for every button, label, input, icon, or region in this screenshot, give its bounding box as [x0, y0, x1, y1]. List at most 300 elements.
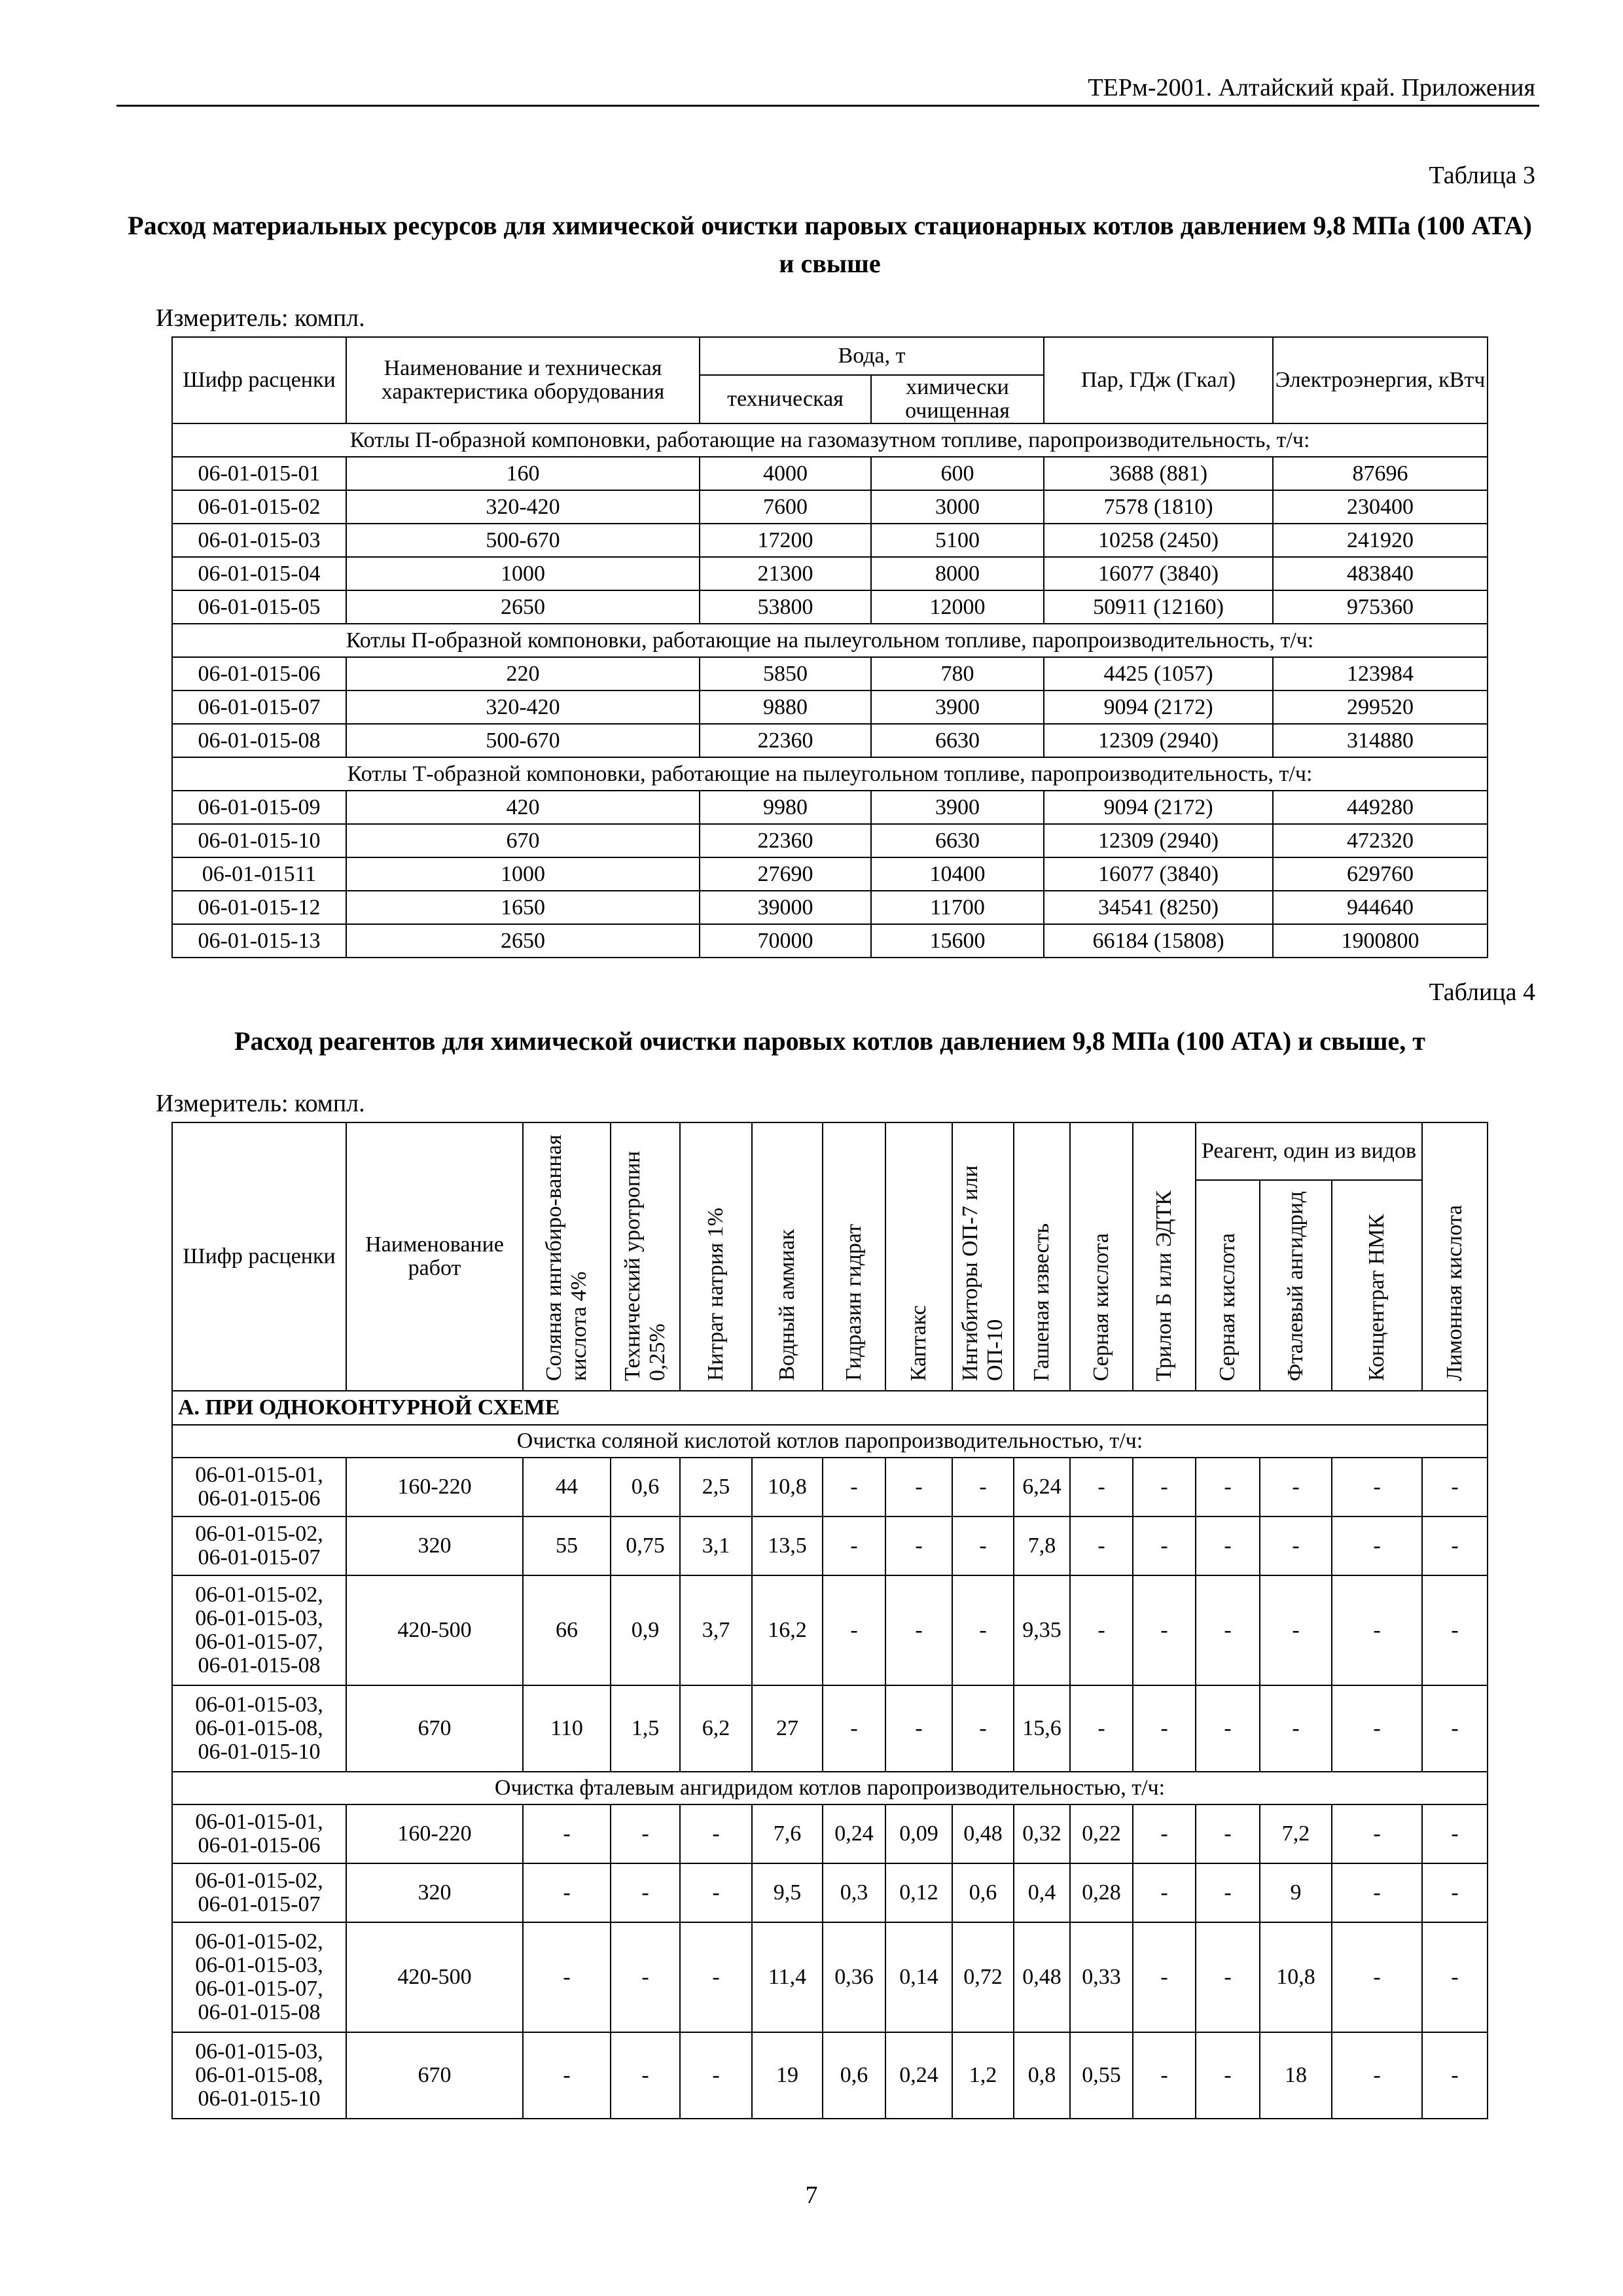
t4-value-cell: 0,32	[1014, 1804, 1070, 1863]
t4-value-cell: 3,1	[680, 1516, 752, 1575]
t3-header-code: Шифр расценки	[172, 337, 346, 423]
t4-value-cell: -	[1332, 1516, 1422, 1575]
t4-header-label: Каптакс	[906, 1304, 931, 1381]
t4-value-cell: 2,5	[680, 1458, 752, 1516]
t4-name-cell: 420-500	[346, 1575, 523, 1685]
t4-value-cell: -	[680, 1804, 752, 1863]
t4-code-cell	[172, 1863, 346, 1922]
table-row	[172, 724, 1488, 757]
t4-code-line: 06-01-015-02,	[195, 1522, 323, 1546]
t4-code-line: 06-01-015-07	[198, 1892, 321, 1916]
t4-header-col-1	[611, 1122, 680, 1391]
t4-value-cell: 0,48	[1014, 1922, 1070, 2032]
table-row	[172, 557, 1488, 590]
table3-title: Расход материальных ресурсов для химической очистки паровых стационарных котлов давлением 9,8 МПа (100 АТА) и свыше	[128, 211, 1532, 278]
t4-value-cell: 0,4	[1014, 1863, 1070, 1922]
t4-section-title: А. ПРИ ОДНОКОНТУРНОЙ СХЕМЕ	[172, 1391, 1488, 1425]
table-cell: 3688 (881)	[1044, 457, 1273, 490]
t4-value-cell: 0,24	[885, 2032, 952, 2119]
table-cell: 53800	[700, 590, 871, 624]
t4-value-cell: 0,12	[885, 1863, 952, 1922]
t4-code-line: 06-01-015-06	[198, 1833, 321, 1857]
table-cell: 87696	[1273, 457, 1488, 490]
t4-code-line: 06-01-015-02,	[195, 1583, 323, 1607]
t4-value-cell: -	[680, 1863, 752, 1922]
t4-value-cell: -	[1133, 1685, 1196, 1772]
t4-code-cell	[172, 1458, 346, 1516]
t4-value-cell: -	[1070, 1516, 1133, 1575]
t4-header-code: Шифр расценки	[172, 1122, 346, 1391]
t4-value-cell: -	[1332, 1804, 1422, 1863]
table-cell: 06-01-015-13	[172, 924, 346, 958]
t4-code-cell	[172, 2032, 346, 2119]
table-row	[172, 857, 1488, 891]
t4-value-cell: 1,5	[611, 1685, 680, 1772]
table-cell: 11700	[871, 891, 1044, 924]
t4-value-cell: -	[1196, 1458, 1260, 1516]
t4-value-cell: 10,8	[752, 1458, 823, 1516]
table-cell: 12309 (2940)	[1044, 724, 1273, 757]
t4-header-label: Гидразин гидрат	[842, 1224, 866, 1381]
t4-group-title: Очистка соляной кислотой котлов паропроизводительностью, т/ч:	[172, 1425, 1488, 1458]
table-cell: 9094 (2172)	[1044, 791, 1273, 824]
table-cell: 06-01-015-04	[172, 557, 346, 590]
t4-value-cell: 6,2	[680, 1685, 752, 1772]
table-cell: 12309 (2940)	[1044, 824, 1273, 857]
t3-group-title: Котлы П-образной компоновки, работающие на пылеугольном топливе, паропроизводительность, т/ч:	[172, 624, 1488, 657]
table-cell: 220	[346, 657, 700, 691]
table-cell: 2650	[346, 924, 700, 958]
table-row	[172, 1804, 1488, 1863]
table-cell: 600	[871, 457, 1044, 490]
t4-header-label: Серная кислота	[1089, 1232, 1113, 1381]
table-cell: 3900	[871, 791, 1044, 824]
t4-header-col-12	[1332, 1180, 1422, 1391]
table-cell: 6630	[871, 724, 1044, 757]
t4-value-cell: -	[1332, 1863, 1422, 1922]
t4-header-name: Наименование работ	[346, 1122, 523, 1391]
t4-value-cell: 16,2	[752, 1575, 823, 1685]
table-cell: 06-01-015-07	[172, 691, 346, 724]
t4-group-row	[172, 1772, 1488, 1804]
t3-header-name: Наименование и техническая характеристика оборудования	[346, 337, 700, 423]
t4-section-row	[172, 1391, 1488, 1425]
table-cell: 70000	[700, 924, 871, 958]
t4-header-col-13	[1422, 1122, 1488, 1391]
t4-header-label: Концентрат НМК	[1364, 1214, 1389, 1381]
table-row	[172, 590, 1488, 624]
t4-value-cell: -	[1260, 1575, 1332, 1685]
t4-code-line: 06-01-015-07	[198, 1545, 321, 1570]
table-cell: 21300	[700, 557, 871, 590]
table-cell: 7600	[700, 490, 871, 524]
t4-name-cell: 160-220	[346, 1804, 523, 1863]
table-cell: 472320	[1273, 824, 1488, 857]
table-row	[172, 490, 1488, 524]
table-cell: 06-01-015-06	[172, 657, 346, 691]
table-cell: 670	[346, 824, 700, 857]
t4-value-cell: -	[1133, 1516, 1196, 1575]
running-header: ТЕРм-2001. Алтайский край. Приложения	[1088, 74, 1535, 101]
t4-value-cell: 0,6	[823, 2032, 885, 2119]
table-cell: 241920	[1273, 524, 1488, 557]
t4-value-cell: -	[611, 1922, 680, 2032]
t4-value-cell: 0,24	[823, 1804, 885, 1863]
table-row	[172, 1575, 1488, 1685]
t4-code-line: 06-01-015-06	[198, 1486, 321, 1511]
t4-header-col-9	[1133, 1122, 1196, 1391]
t4-code-cell	[172, 1922, 346, 2032]
t4-code-line: 06-01-015-07,	[195, 1630, 323, 1654]
t4-header-label: Технический уротропин 0,25%	[620, 1151, 669, 1381]
table-cell: 1650	[346, 891, 700, 924]
t4-value-cell: -	[1422, 1804, 1488, 1863]
table-cell: 1000	[346, 857, 700, 891]
t4-code-line: 06-01-015-08,	[195, 1716, 323, 1740]
t4-header-col-2	[680, 1122, 752, 1391]
t4-value-cell: 27	[752, 1685, 823, 1772]
t4-value-cell: 9	[1260, 1863, 1332, 1922]
table-row	[172, 824, 1488, 857]
t4-value-cell: -	[1422, 1458, 1488, 1516]
t4-header-label: Нитрат натрия 1%	[704, 1208, 728, 1381]
table-cell: 629760	[1273, 857, 1488, 891]
t4-value-cell: 0,33	[1070, 1922, 1133, 2032]
t4-value-cell: 11,4	[752, 1922, 823, 2032]
table-cell: 123984	[1273, 657, 1488, 691]
t4-header-reagent-group: Реагент, один из видов	[1196, 1122, 1422, 1180]
t4-value-cell: -	[952, 1685, 1014, 1772]
t4-value-cell: 0,22	[1070, 1804, 1133, 1863]
table-cell: 9880	[700, 691, 871, 724]
t4-value-cell: 19	[752, 2032, 823, 2119]
t4-code-cell	[172, 1516, 346, 1575]
t4-header-label: Ингибиторы ОП-7 или ОП-10	[958, 1165, 1007, 1381]
t4-value-cell: -	[523, 1804, 611, 1863]
t4-value-cell: 18	[1260, 2032, 1332, 2119]
t4-header-col-0	[523, 1122, 611, 1391]
t4-value-cell: 66	[523, 1575, 611, 1685]
table-cell: 4425 (1057)	[1044, 657, 1273, 691]
table-cell: 27690	[700, 857, 871, 891]
table-row	[172, 1922, 1488, 2032]
table-cell: 1000	[346, 557, 700, 590]
t3-group-row	[172, 624, 1488, 657]
t4-header-col-3	[752, 1122, 823, 1391]
t4-code-line: 06-01-015-03,	[195, 1606, 323, 1630]
table-cell: 483840	[1273, 557, 1488, 590]
t3-header-steam: Пар, ГДж (Гкал)	[1044, 337, 1273, 423]
t4-header-col-4	[823, 1122, 885, 1391]
t4-value-cell: 0,14	[885, 1922, 952, 2032]
table3-measure: Измеритель: компл.	[156, 304, 365, 332]
t4-header-label: Соляная ингибиро-ванная кислота 4%	[542, 1134, 591, 1381]
t4-value-cell: 9,35	[1014, 1575, 1070, 1685]
table-row	[172, 1458, 1488, 1516]
t4-value-cell: -	[823, 1575, 885, 1685]
t3-group-row	[172, 423, 1488, 457]
table-cell: 9094 (2172)	[1044, 691, 1273, 724]
table-cell: 944640	[1273, 891, 1488, 924]
t4-value-cell: 10,8	[1260, 1922, 1332, 2032]
table-cell: 5850	[700, 657, 871, 691]
table4-label: Таблица 4	[1429, 978, 1535, 1006]
t4-name-cell: 320	[346, 1516, 523, 1575]
table-cell: 230400	[1273, 490, 1488, 524]
t4-group-row	[172, 1425, 1488, 1458]
t4-code-line: 06-01-015-02,	[195, 1869, 323, 1893]
t4-value-cell: -	[1196, 1863, 1260, 1922]
t4-header-col-10	[1196, 1180, 1260, 1391]
table-row	[172, 791, 1488, 824]
t4-group-title: Очистка фталевым ангидридом котлов паропроизводительностью, т/ч:	[172, 1772, 1488, 1804]
t4-value-cell: -	[1332, 1685, 1422, 1772]
table-row	[172, 1685, 1488, 1772]
t4-code-line: 06-01-015-03,	[195, 1693, 323, 1717]
table-cell: 10258 (2450)	[1044, 524, 1273, 557]
table-cell: 320-420	[346, 691, 700, 724]
table-cell: 500-670	[346, 524, 700, 557]
t4-header-label: Трилон Б или ЭДТК	[1152, 1190, 1176, 1381]
t4-value-cell: 0,6	[611, 1458, 680, 1516]
t4-value-cell: -	[1422, 1922, 1488, 2032]
t4-value-cell: -	[1422, 1685, 1488, 1772]
t4-code-line: 06-01-015-08	[198, 1653, 321, 1677]
table-row	[172, 891, 1488, 924]
t4-value-cell: -	[1133, 1922, 1196, 2032]
table-cell: 06-01-015-02	[172, 490, 346, 524]
t4-value-cell: 0,72	[952, 1922, 1014, 2032]
t4-value-cell: 0,36	[823, 1922, 885, 2032]
table-cell: 160	[346, 457, 700, 490]
t4-value-cell: -	[885, 1516, 952, 1575]
t4-value-cell: 1,2	[952, 2032, 1014, 2119]
t3-header-tech: техническая	[700, 375, 871, 423]
t4-value-cell: 0,9	[611, 1575, 680, 1685]
t4-value-cell: -	[523, 1863, 611, 1922]
t4-value-cell: 0,6	[952, 1863, 1014, 1922]
t4-value-cell: -	[1133, 1863, 1196, 1922]
t4-header-col-6	[952, 1122, 1014, 1391]
table-cell: 15600	[871, 924, 1044, 958]
t4-name-cell: 670	[346, 2032, 523, 2119]
t4-value-cell: -	[1422, 1516, 1488, 1575]
t4-value-cell: -	[952, 1458, 1014, 1516]
t4-value-cell: -	[1260, 1516, 1332, 1575]
t3-header-water: Вода, т	[700, 337, 1044, 375]
t4-value-cell: -	[680, 2032, 752, 2119]
table-cell: 975360	[1273, 590, 1488, 624]
t4-value-cell: -	[1133, 2032, 1196, 2119]
t4-value-cell: -	[611, 1863, 680, 1922]
t4-value-cell: -	[1196, 1804, 1260, 1863]
t4-value-cell: -	[1332, 1458, 1422, 1516]
t4-value-cell: -	[1260, 1685, 1332, 1772]
table-cell: 6630	[871, 824, 1044, 857]
t4-value-cell: -	[1133, 1458, 1196, 1516]
t4-value-cell: 110	[523, 1685, 611, 1772]
table-cell: 06-01-01511	[172, 857, 346, 891]
t4-header-col-7	[1014, 1122, 1070, 1391]
t3-group-title: Котлы Т-образной компоновки, работающие на пылеугольном топливе, паропроизводительность, т/ч:	[172, 757, 1488, 791]
table-cell: 06-01-015-03	[172, 524, 346, 557]
t4-value-cell: 7,8	[1014, 1516, 1070, 1575]
t3-group-title: Котлы П-образной компоновки, работающие на газомазутном топливе, паропроизводительность, т/ч:	[172, 423, 1488, 457]
table-cell: 16077 (3840)	[1044, 857, 1273, 891]
t4-value-cell: -	[1422, 2032, 1488, 2119]
t3-group-row	[172, 757, 1488, 791]
table-row	[172, 2032, 1488, 2119]
t3-header-elec: Электроэнергия, кВтч	[1273, 337, 1488, 423]
table-cell: 320-420	[346, 490, 700, 524]
t4-value-cell: -	[680, 1922, 752, 2032]
table-cell: 8000	[871, 557, 1044, 590]
table-cell: 3900	[871, 691, 1044, 724]
table4-measure: Измеритель: компл.	[156, 1090, 365, 1117]
t4-name-cell: 320	[346, 1863, 523, 1922]
t4-value-cell: -	[1133, 1575, 1196, 1685]
t4-code-line: 06-01-015-10	[198, 1740, 321, 1764]
t4-value-cell: -	[1332, 1575, 1422, 1685]
t4-header-label: Серная кислота	[1215, 1232, 1240, 1381]
t4-code-line: 06-01-015-08,	[195, 2063, 323, 2087]
t4-value-cell: -	[823, 1516, 885, 1575]
t4-value-cell: -	[1133, 1804, 1196, 1863]
t4-value-cell: -	[1422, 1575, 1488, 1685]
t4-value-cell: 55	[523, 1516, 611, 1575]
table-row	[172, 457, 1488, 490]
t4-value-cell: -	[885, 1575, 952, 1685]
page-number: 7	[805, 2181, 818, 2209]
t4-value-cell: -	[611, 2032, 680, 2119]
table-cell: 39000	[700, 891, 871, 924]
table4-title: Расход реагентов для химической очистки паровых котлов давлением 9,8 МПа (100 АТА) и свыше, т	[234, 1026, 1425, 1056]
t4-value-cell: 13,5	[752, 1516, 823, 1575]
t4-header-label: Фталевый ангидрид	[1283, 1191, 1308, 1381]
t4-value-cell: 0,28	[1070, 1863, 1133, 1922]
table-cell: 500-670	[346, 724, 700, 757]
t4-header-label: Гашеная известь	[1029, 1223, 1054, 1381]
t4-code-cell	[172, 1575, 346, 1685]
table-cell: 17200	[700, 524, 871, 557]
table3	[171, 336, 1488, 958]
table-cell: 2650	[346, 590, 700, 624]
t4-code-line: 06-01-015-01,	[195, 1810, 323, 1834]
t4-value-cell: -	[1196, 1575, 1260, 1685]
t4-name-cell: 160-220	[346, 1458, 523, 1516]
t4-value-cell: -	[1070, 1458, 1133, 1516]
t4-header-label: Лимонная кислота	[1442, 1204, 1467, 1381]
t4-value-cell: -	[1196, 1516, 1260, 1575]
t4-value-cell: -	[1332, 2032, 1422, 2119]
table-cell: 06-01-015-08	[172, 724, 346, 757]
table-cell: 22360	[700, 724, 871, 757]
t4-value-cell: -	[523, 2032, 611, 2119]
t4-code-line: 06-01-015-01,	[195, 1463, 323, 1487]
table-cell: 299520	[1273, 691, 1488, 724]
t4-value-cell: 0,3	[823, 1863, 885, 1922]
t4-value-cell: -	[1070, 1685, 1133, 1772]
table-cell: 50911 (12160)	[1044, 590, 1273, 624]
t4-value-cell: 0,75	[611, 1516, 680, 1575]
t4-value-cell: -	[1196, 1685, 1260, 1772]
t4-value-cell: -	[1260, 1458, 1332, 1516]
table-cell: 7578 (1810)	[1044, 490, 1273, 524]
t4-value-cell: -	[1196, 2032, 1260, 2119]
table-cell: 449280	[1273, 791, 1488, 824]
t4-code-line: 06-01-015-07,	[195, 1977, 323, 2001]
t4-code-line: 06-01-015-08	[198, 2000, 321, 2024]
table-cell: 06-01-015-10	[172, 824, 346, 857]
t4-value-cell: 15,6	[1014, 1685, 1070, 1772]
table-cell: 06-01-015-12	[172, 891, 346, 924]
table4	[171, 1122, 1488, 2119]
table-cell: 16077 (3840)	[1044, 557, 1273, 590]
table-cell: 06-01-015-01	[172, 457, 346, 490]
table-row	[172, 657, 1488, 691]
table-cell: 4000	[700, 457, 871, 490]
table-cell: 66184 (15808)	[1044, 924, 1273, 958]
t4-code-line: 06-01-015-03,	[195, 1953, 323, 1977]
table-cell: 5100	[871, 524, 1044, 557]
table-cell: 780	[871, 657, 1044, 691]
t4-value-cell: 7,2	[1260, 1804, 1332, 1863]
t4-value-cell: -	[823, 1685, 885, 1772]
table-cell: 3000	[871, 490, 1044, 524]
t4-code-line: 06-01-015-02,	[195, 1929, 323, 1954]
t4-value-cell: -	[823, 1458, 885, 1516]
t4-value-cell: 0,48	[952, 1804, 1014, 1863]
t4-value-cell: -	[1070, 1575, 1133, 1685]
table-cell: 06-01-015-09	[172, 791, 346, 824]
t4-value-cell: 0,09	[885, 1804, 952, 1863]
t4-header-col-5	[885, 1122, 952, 1391]
t4-value-cell: -	[1422, 1863, 1488, 1922]
table-row	[172, 1516, 1488, 1575]
t4-value-cell: -	[523, 1922, 611, 2032]
t4-value-cell: -	[885, 1685, 952, 1772]
t4-header-col-11	[1260, 1180, 1332, 1391]
table-cell: 9980	[700, 791, 871, 824]
table-cell: 420	[346, 791, 700, 824]
table-row	[172, 691, 1488, 724]
table-cell: 314880	[1273, 724, 1488, 757]
table-cell: 12000	[871, 590, 1044, 624]
table-cell: 06-01-015-05	[172, 590, 346, 624]
table-row	[172, 1863, 1488, 1922]
t4-code-line: 06-01-015-10	[198, 2087, 321, 2111]
t4-header-col-8	[1070, 1122, 1133, 1391]
t4-header-label: Водный аммиак	[775, 1229, 799, 1381]
t4-value-cell: -	[611, 1804, 680, 1863]
t4-value-cell: 3,7	[680, 1575, 752, 1685]
t4-value-cell: 0,55	[1070, 2032, 1133, 2119]
table-cell: 22360	[700, 824, 871, 857]
t4-value-cell: 6,24	[1014, 1458, 1070, 1516]
t4-code-cell	[172, 1685, 346, 1772]
header-rule	[116, 105, 1539, 107]
t3-header-chem: химически очищенная	[871, 375, 1044, 423]
table-cell: 1900800	[1273, 924, 1488, 958]
t4-name-cell: 670	[346, 1685, 523, 1772]
t4-value-cell: 0,8	[1014, 2032, 1070, 2119]
table-cell: 34541 (8250)	[1044, 891, 1273, 924]
t4-value-cell: -	[885, 1458, 952, 1516]
t4-value-cell: -	[952, 1575, 1014, 1685]
t4-value-cell: 44	[523, 1458, 611, 1516]
t4-value-cell: -	[1332, 1922, 1422, 2032]
t4-value-cell: 7,6	[752, 1804, 823, 1863]
